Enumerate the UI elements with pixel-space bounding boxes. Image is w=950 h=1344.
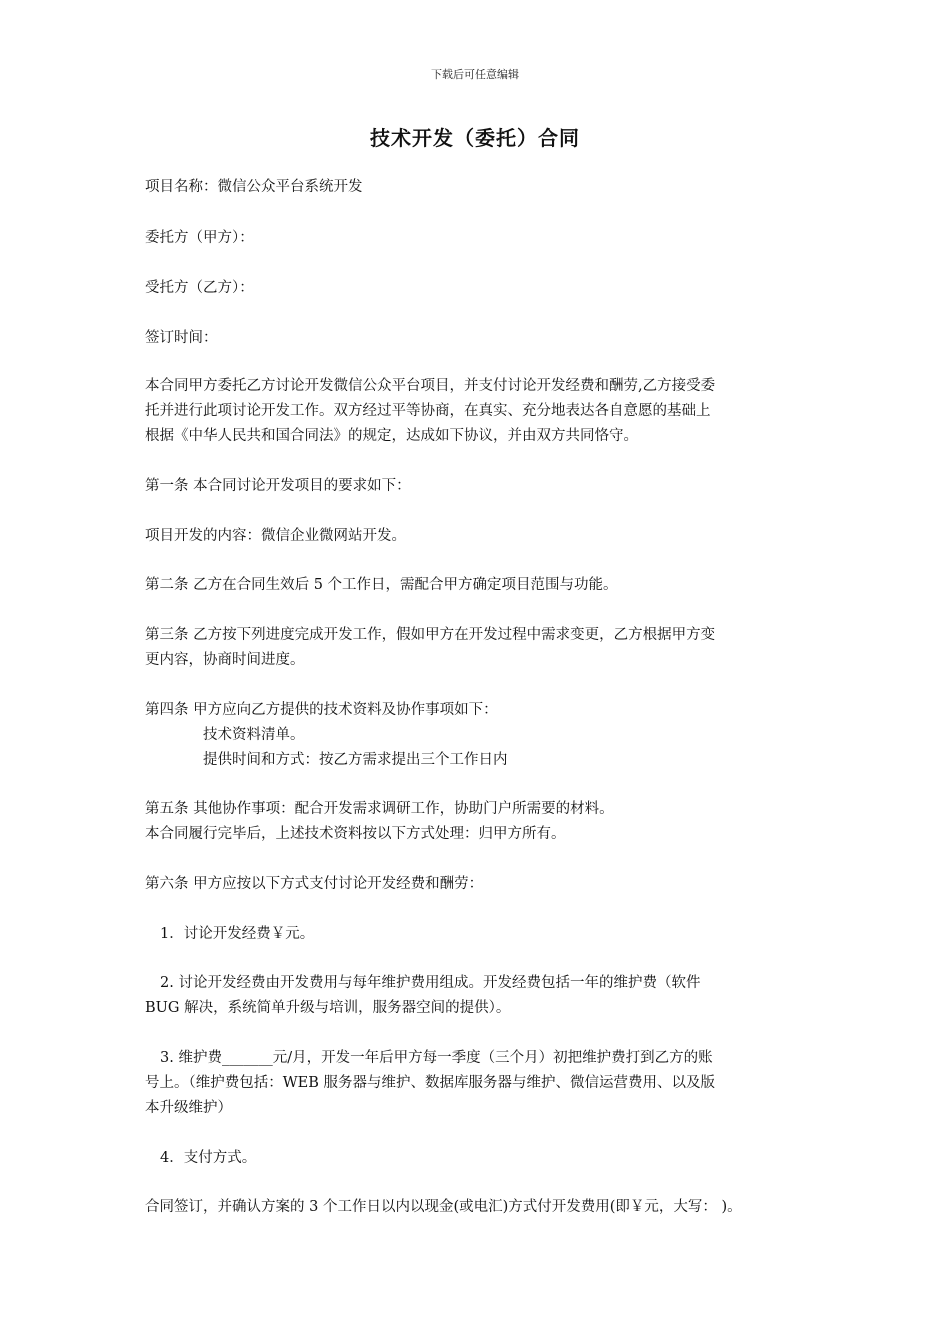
article-4-item: 提供时间和方式：按乙方需求提出三个工作日内 — [203, 752, 508, 768]
document-title: 技术开发（委托）合同 — [370, 126, 580, 150]
article-1: 第一条 本合同讨论开发项目的要求如下： — [145, 478, 411, 494]
payment-item-2-line: BUG 解决，系统简单升级与培训，服务器空间的提供）。 — [145, 1000, 511, 1016]
article-4-item: 技术资料清单。 — [203, 727, 305, 743]
payment-terms: 合同签订，并确认方案的 3 个工作日以内以现金(或电汇)方式付开发费用(即￥元，大写： )。 — [145, 1199, 742, 1215]
project-name: 项目名称：微信公众平台系统开发 — [145, 179, 363, 195]
party-b-label: 受托方（乙方）： — [145, 280, 254, 296]
preamble-line: 托并进行此项讨论开发工作。双方经过平等协商，在真实、充分地表达各自意愿的基础上 — [145, 403, 711, 419]
article-5-line: 第五条 其他协作事项：配合开发需求调研工作，协助门户所需要的材料。 — [145, 801, 614, 817]
preamble-line: 本合同甲方委托乙方讨论开发微信公众平台项目，并支付讨论开发经费和酬劳,乙方接受委 — [145, 378, 716, 394]
header-note: 下载后可任意编辑 — [431, 68, 519, 81]
article-6: 第六条 甲方应按以下方式支付讨论开发经费和酬劳： — [145, 876, 484, 892]
party-a-label: 委托方（甲方）： — [145, 230, 254, 246]
payment-item-1: 1．讨论开发经费￥元。 — [160, 926, 315, 942]
article-3-line: 更内容，协商时间进度。 — [145, 652, 305, 668]
payment-item-2-line: 2. 讨论开发经费由开发费用与每年维护费用组成。开发经费包括一年的维护费（软件 — [160, 975, 701, 991]
payment-item-3-line: 3. 维护费_______元/月，开发一年后甲方每一季度（三个月）初把维护费打到乙方的账 — [160, 1050, 713, 1066]
payment-item-4: 4．支付方式。 — [160, 1150, 257, 1166]
article-3-line: 第三条 乙方按下列进度完成开发工作，假如甲方在开发过程中需求变更，乙方根据甲方变 — [145, 627, 716, 643]
article-5-line: 本合同履行完毕后，上述技术资料按以下方式处理：归甲方所有。 — [145, 826, 566, 842]
preamble-line: 根据《中华人民共和国合同法》的规定，达成如下协议，并由双方共同恪守。 — [145, 428, 638, 444]
article-4-heading: 第四条 甲方应向乙方提供的技术资料及协作事项如下： — [145, 702, 498, 718]
article-2: 第二条 乙方在合同生效后 5 个工作日，需配合甲方确定项目范围与功能。 — [145, 577, 618, 593]
project-content: 项目开发的内容：微信企业微网站开发。 — [145, 528, 406, 544]
sign-date-label: 签订时间： — [145, 330, 218, 346]
payment-item-3-line: 本升级维护） — [145, 1100, 232, 1116]
payment-item-3-line: 号上。（维护费包括：WEB 服务器与维护、数据库服务器与维护、微信运营费用、以及版 — [145, 1075, 715, 1091]
